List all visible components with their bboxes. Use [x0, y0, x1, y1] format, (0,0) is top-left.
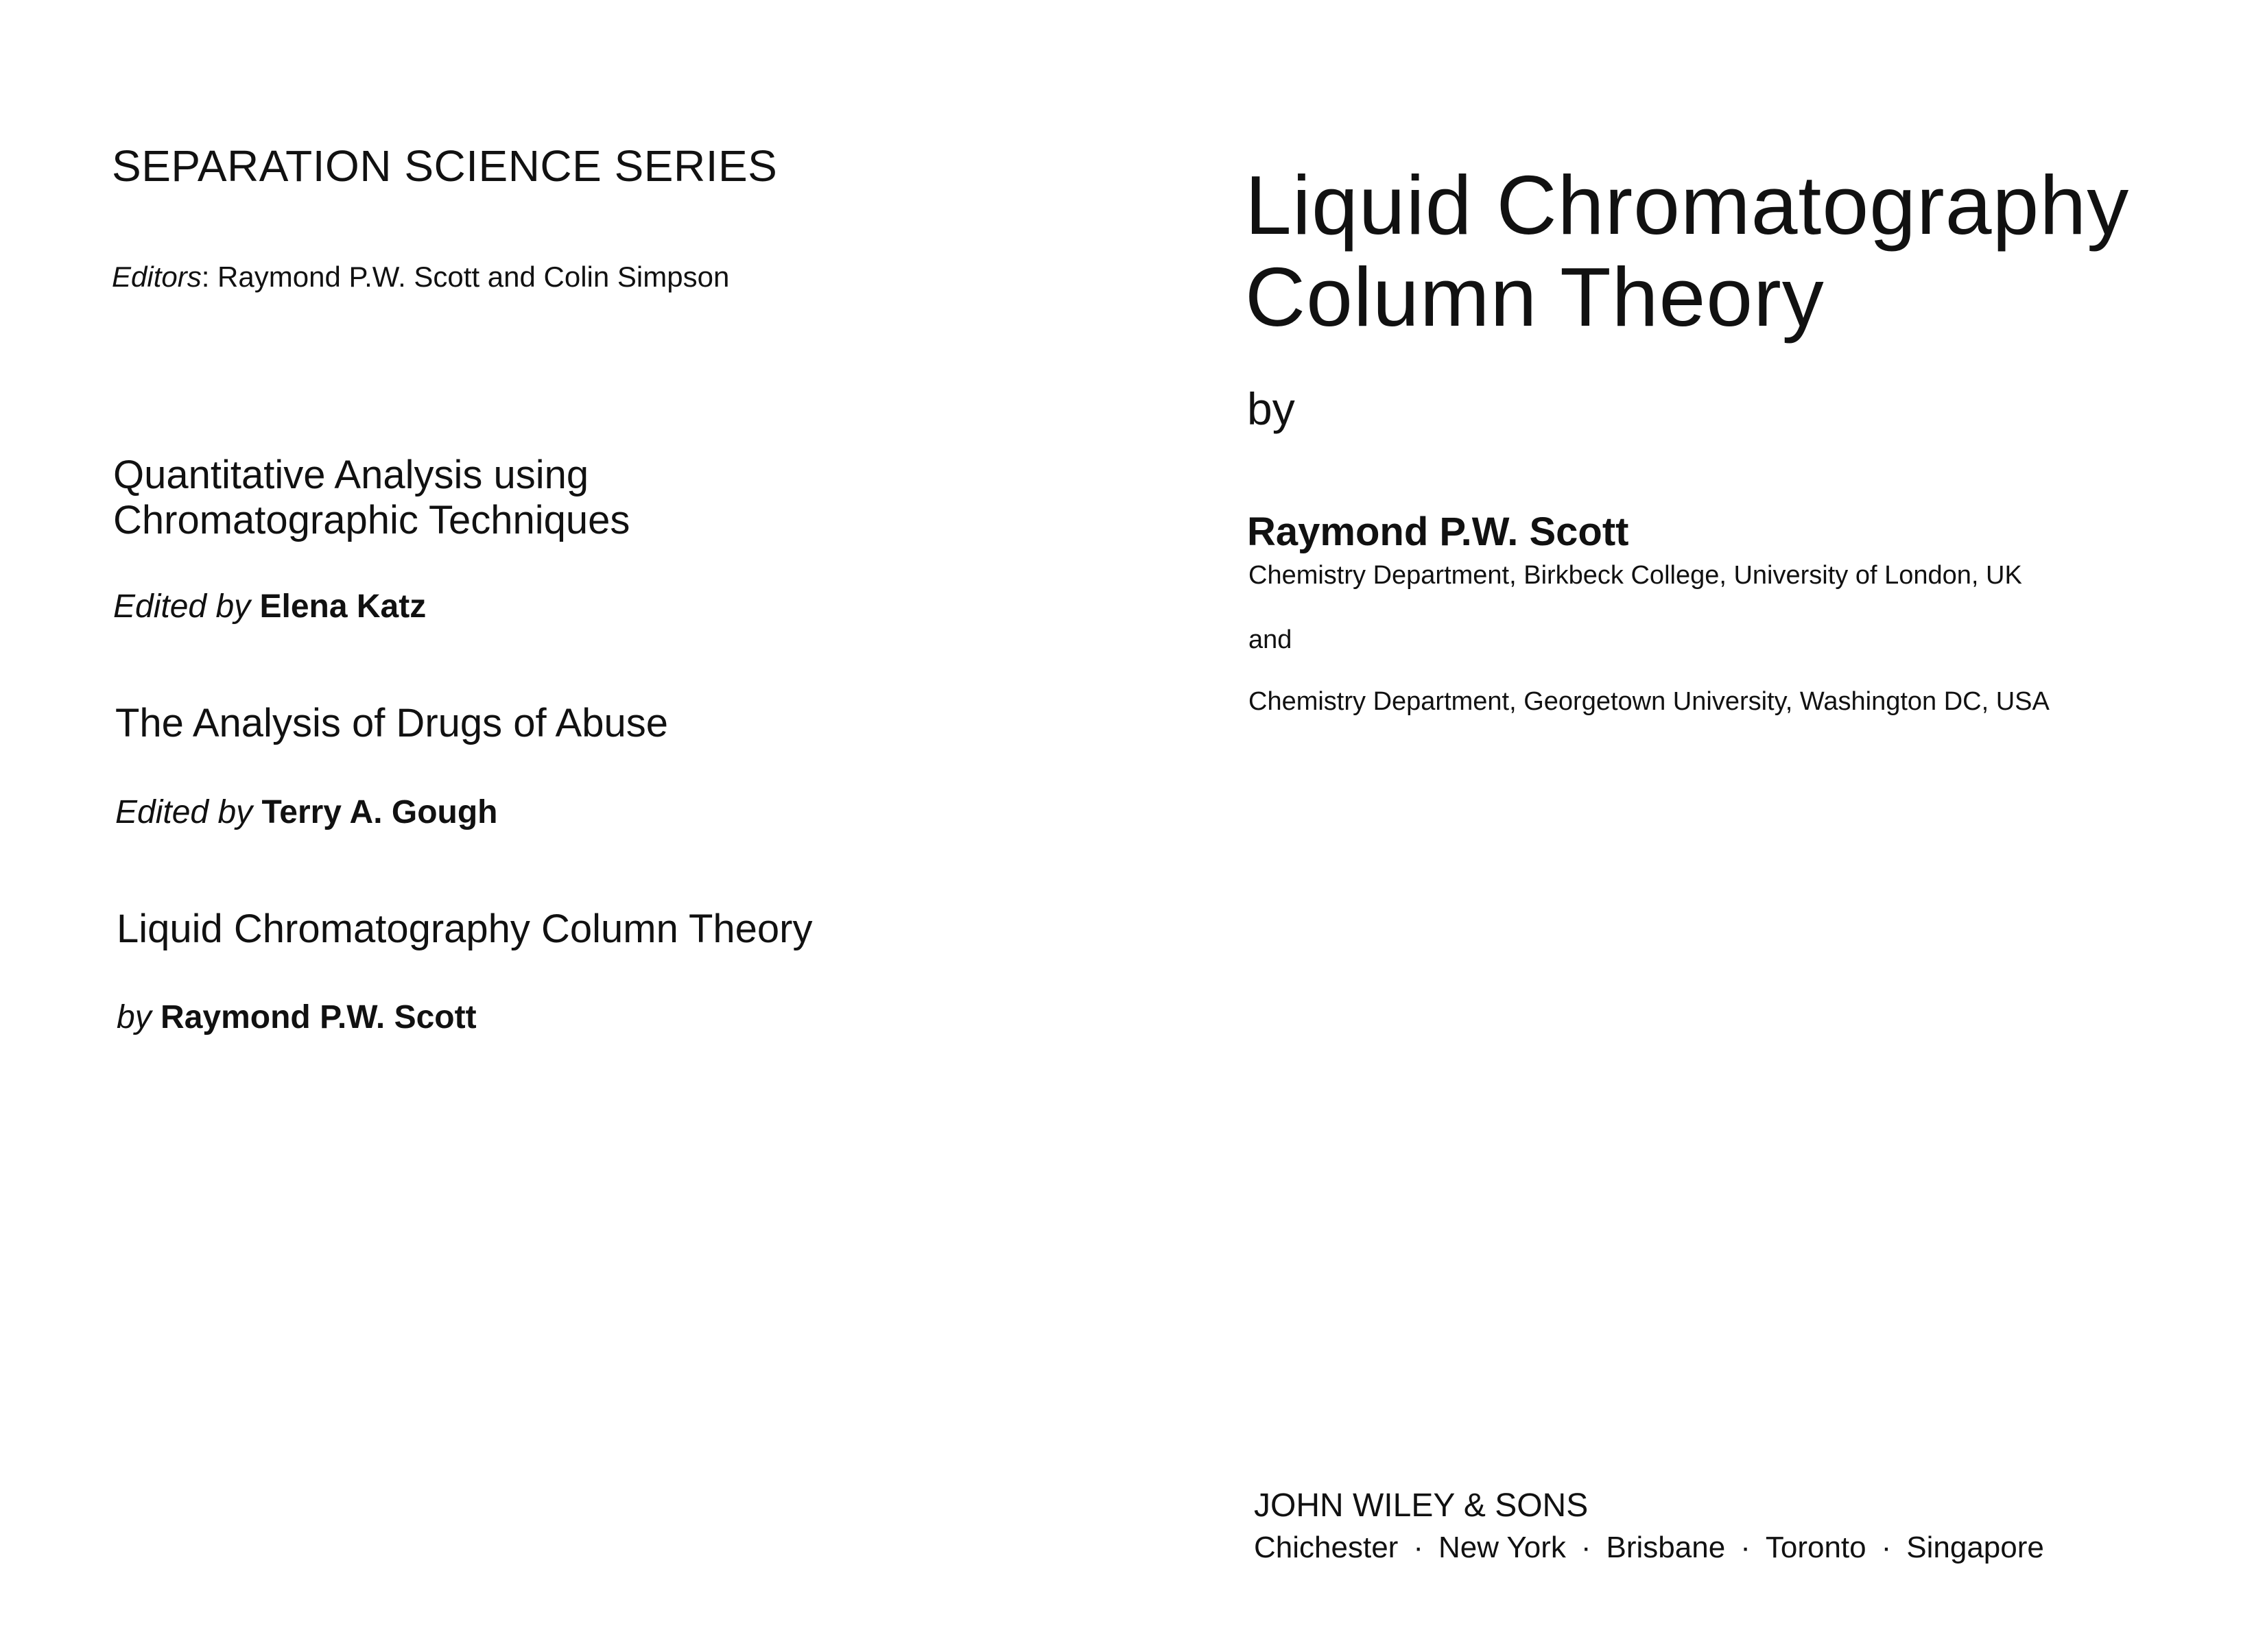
credit-name: Raymond P.W. Scott — [161, 999, 477, 1036]
book-title-line: Quantitative Analysis using — [113, 453, 589, 497]
main-title-line: Liquid Chromatography — [1245, 158, 2130, 252]
credit-prefix: by — [117, 999, 152, 1036]
city: Chichester — [1254, 1531, 1399, 1564]
left-page — [0, 0, 1132, 1652]
publisher-name: JOHN WILEY & SONS — [1254, 1487, 1589, 1524]
city-separator: · — [1740, 1531, 1751, 1564]
city: Toronto — [1765, 1531, 1866, 1564]
city: Brisbane — [1606, 1531, 1726, 1564]
main-title — [1245, 159, 2129, 343]
city-separator: · — [1413, 1531, 1423, 1564]
credit-name: Elena Katz — [259, 588, 427, 625]
by-label: by — [1247, 383, 1295, 434]
city-separator: · — [1580, 1531, 1591, 1564]
editors-label: Editors — [112, 261, 202, 293]
series-editors — [112, 261, 729, 294]
affiliation-birkbeck: Chemistry Department, Birkbeck College, University of London, UK — [1248, 561, 2022, 590]
series-title: SEPARATION SCIENCE SERIES — [112, 141, 778, 191]
book-credit — [113, 588, 426, 625]
book-title-lc-column-theory: Liquid Chromatography Column Theory — [117, 907, 813, 951]
credit-prefix: Edited by — [113, 588, 251, 625]
book-title-quantitative-analysis — [113, 453, 630, 543]
right-page — [1132, 0, 2265, 1652]
publisher-cities — [1254, 1531, 2044, 1565]
city: New York — [1438, 1531, 1566, 1564]
author-name: Raymond P.W. Scott — [1247, 510, 1629, 554]
credit-name: Terry A. Gough — [261, 794, 498, 830]
book-title-line: Chromatographic Techniques — [113, 498, 630, 542]
book-title-drugs-of-abuse: The Analysis of Drugs of Abuse — [115, 701, 668, 745]
city-separator: · — [1881, 1531, 1892, 1564]
affiliation-georgetown: Chemistry Department, Georgetown University, Washington DC, USA — [1248, 687, 2050, 716]
editors-names: : Raymond P.W. Scott and Colin Simpson — [201, 261, 730, 293]
main-title-line: Column Theory — [1245, 250, 1825, 344]
book-credit — [117, 998, 477, 1036]
book-credit — [115, 793, 498, 831]
credit-prefix: Edited by — [115, 794, 253, 830]
and-label: and — [1248, 625, 1292, 654]
city: Singapore — [1906, 1531, 2044, 1564]
